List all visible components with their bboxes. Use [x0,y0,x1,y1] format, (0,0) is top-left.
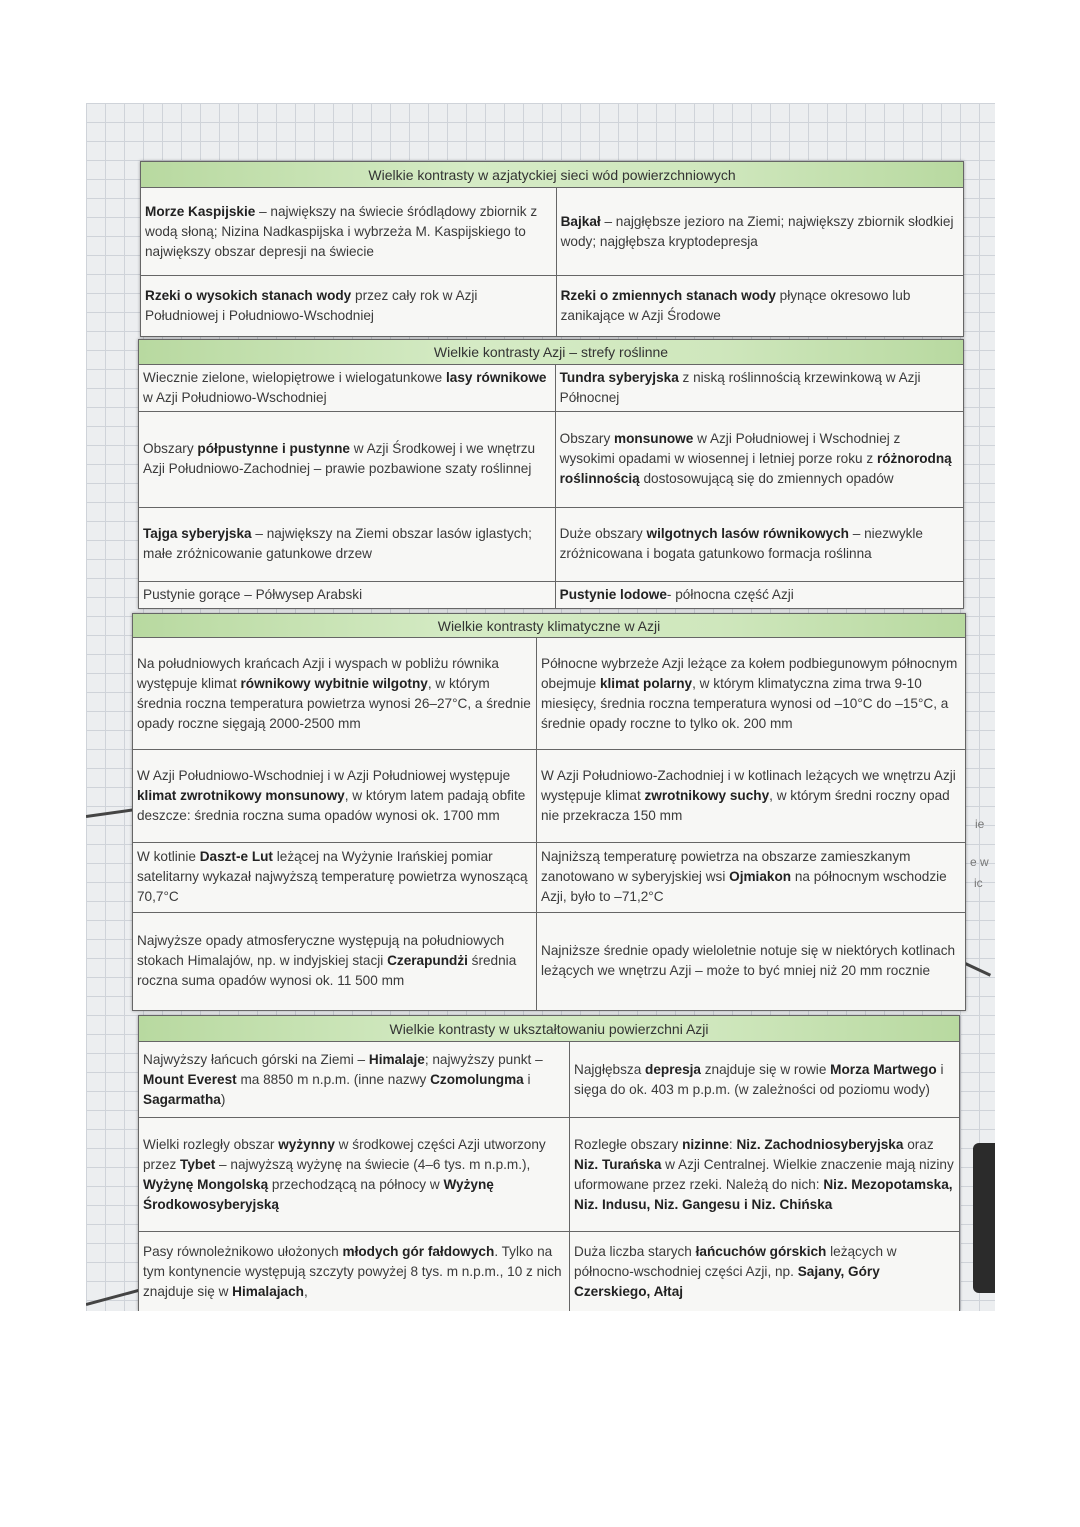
dark-object-right [973,1143,995,1293]
section-title: Wielkie kontrasty w ukształtowaniu powierzchni Azji [139,1016,960,1042]
section-title: Wielkie kontrasty w azjatyckiej sieci wód powierzchniowych [141,162,964,188]
table-cell: Najwyższy łańcuch górski na Ziemi – Himalaje; najwyższy punkt – Mount Everest ma 8850 m n.p.m. (inne nazwy Czomolungma i Sagarmatha) [139,1042,570,1118]
table-cell: Duże obszary wilgotnych lasów równikowych – niezwykle zróżnicowana i bogata gatunkowo formacja roślinna [555,507,963,581]
section-title: Wielkie kontrasty klimatyczne w Azji [133,614,966,638]
side-fragment: ie [975,817,985,831]
table-cell: Najwyższe opady atmosferyczne występują na południowych stokach Himalajów, np. w indyjskiej stacji Czerapundżi średnia roczna suma opadów wynosi ok. 11 500 mm [133,912,537,1010]
table-cell: Obszary półpustynne i pustynne w Azji Środkowej i we wnętrzu Azji Południowo-Zachodniej – prawie pozbawione szaty roślinnej [139,412,556,507]
table-cell: Północne wybrzeże Azji leżące za kołem podbiegunowym północnym obejmuje klimat polarny, w którym klimatyczna zima trwa 9-10 miesięcy, średnia roczna temperatura wynosi od –10°C do –15°C, a średnie opady roczne to tylko ok. 200 mm [537,638,966,750]
table-cell: Rozległe obszary nizinne: Niz. Zachodniosyberyjska oraz Niz. Turańska w Azji Centralnej. Wielkie znaczenie mają niziny uformowane przez rzeki. Należą do nich: Niz. Mezopotamska, Niz. Indusu, Niz. Gangesu i Niz. Chińska [570,1118,960,1232]
table-cell: Tajga syberyjska – największy na Ziemi obszar lasów iglastych; małe zróżnicowanie gatunkowe drzew [139,507,556,581]
table-cell: Obszary monsunowe w Azji Południowej i Wschodniej z wysokimi opadami w wiosennej i letniej porze roku z różnorodną roślinnością dostosowującą się do zmiennych opadów [555,412,963,507]
section-title: Wielkie kontrasty Azji – strefy roślinne [139,340,964,365]
table-cell: Na południowych krańcach Azji i wyspach w pobliżu równika występuje klimat równikowy wybitnie wilgotny, w którym średnia roczna temperatura powietrza wynosi 26–27°C, a średnie opady roczne sięgają 2000-2500 mm [133,638,537,750]
table-cell: W Azji Południowo-Wschodniej i w Azji Południowej występuje klimat zwrotnikowy monsunowy, w którym latem padają obfite deszcze: średnia roczna suma opadów wynosi ok. 1700 mm [133,750,537,842]
section-climate [132,613,966,1011]
photo [86,103,995,1311]
section-relief [138,1015,960,1311]
table-cell: Morze Kaspijskie – największy na świecie śródlądowy zbiornik z wodą słoną; Nizina Nadkaspijska i wybrzeża M. Kaspijskiego to największy obszar depresji na świecie [141,188,557,276]
table-cell: W kotlinie Daszt-e Lut leżącej na Wyżynie Irańskiej pomiar satelitarny wykazał najwyższą temperaturę powietrza wynoszącą 70,7°C [133,842,537,912]
table-cell: Wielki rozległy obszar wyżynny w środkowej części Azji utworzony przez Tybet – najwyższą wyżynę na świecie (4–6 tys. m n.p.m.), Wyżynę Mongolską przechodzącą na północy w Wyżynę Środkowosyberyjską [139,1118,570,1232]
table-cell: Rzeki o wysokich stanach wody przez cały rok w Azji Południowej i Południowo-Wschodniej [141,276,557,337]
table-cell: Tundra syberyjska z niską roślinnością krzewinkową w Azji Północnej [555,364,963,412]
side-fragment: e w [970,855,989,869]
table-cell: Pustynie lodowe- północna część Azji [555,582,963,609]
table-cell: Najniższą temperaturę powietrza na obszarze zamieszkanym zanotowano w syberyjskiej wsi Ojmiakon na północnym wschodzie Azji, było to –71,2°C [537,842,966,912]
table-cell: Najgłębsza depresja znajduje się w rowie Morza Martwego i sięga do ok. 403 m p.p.m. (w zależności od poziomu wody) [570,1042,960,1118]
table-cell: Pustynie gorące – Półwysep Arabski [139,582,556,609]
section-vegetation [138,339,964,609]
section-waters [140,161,964,337]
side-fragment: ic [974,876,983,890]
table-cell: Pasy równoleżnikowo ułożonych młodych gór fałdowych. Tylko na tym kontynencie występują szczyty powyżej 8 tys. m n.p.m., 10 z nich znajduje się w Himalajach, [139,1232,570,1312]
table-cell: Duża liczba starych łańcuchów górskich leżących w północno-wschodniej części Azji, np. Sajany, Góry Czerskiego, Ałtaj [570,1232,960,1312]
table-cell: W Azji Południowo-Zachodniej i w kotlinach leżących we wnętrzu Azji występuje klimat zwrotnikowy suchy, w którym średni roczny opad nie przekracza 150 mm [537,750,966,842]
table-cell: Wiecznie zielone, wielopiętrowe i wielogatunkowe lasy równikowe w Azji Południowo-Wschodniej [139,364,556,412]
table-cell: Najniższe średnie opady wieloletnie notuje się w niektórych kotlinach leżących we wnętrzu Azji – może to być mniej niż 20 mm rocznie [537,912,966,1010]
background-line [86,1288,144,1306]
table-cell: Bajkał – najgłębsze jezioro na Ziemi; największy zbiornik słodkiej wody; najgłębsza kryptodepresja [556,188,963,276]
table-cell: Rzeki o zmiennych stanach wody płynące okresowo lub zanikające w Azji Środowe [556,276,963,337]
